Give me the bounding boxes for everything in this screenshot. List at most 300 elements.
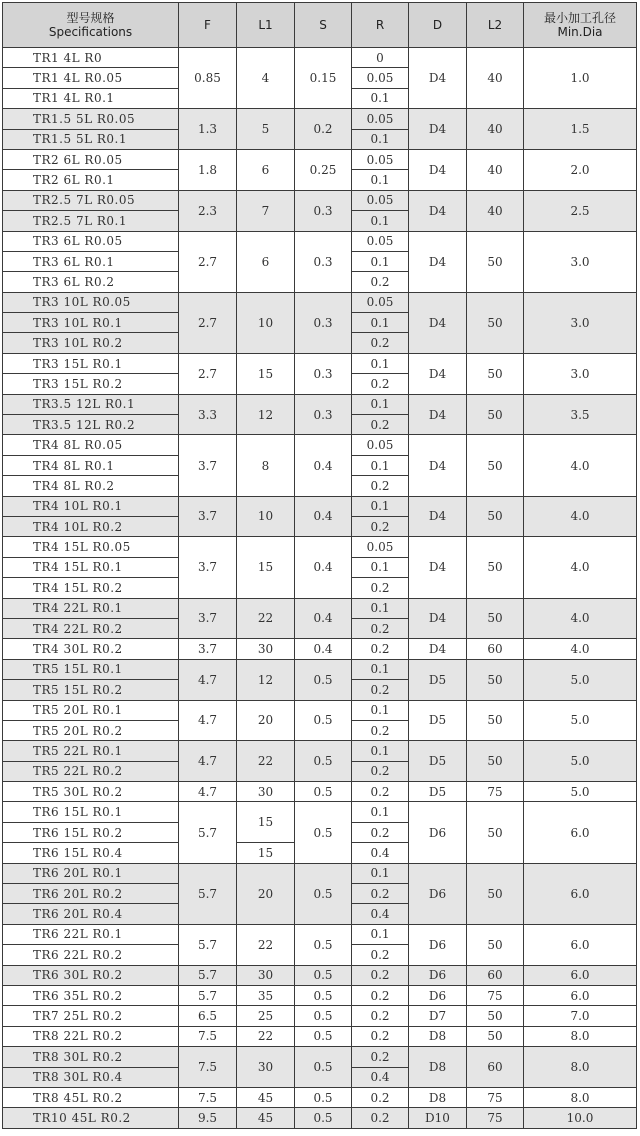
d-cell: D8 [409,1087,467,1107]
header-l1: L1 [237,3,295,48]
table-row [3,1108,637,1128]
spec-cell: TR1.5 5L R0.1 [3,129,179,149]
table-row [3,924,637,944]
l1-cell: 4 [237,48,295,109]
l1-cell: 45 [237,1108,295,1128]
spec-cell: TR8 45L R0.2 [3,1087,179,1107]
d-cell: D8 [409,1047,467,1088]
f-cell: 7.5 [179,1087,237,1107]
spec-cell: TR6 35L R0.2 [3,985,179,1005]
spec-cell: TR8 30L R0.2 [3,1047,179,1067]
l1-cell: 7 [237,190,295,231]
min-dia-cell: 5.0 [524,741,637,782]
min-dia-cell: 3.0 [524,292,637,353]
spec-cell: TR5 22L R0.2 [3,761,179,781]
d-cell: D4 [409,496,467,537]
f-cell: 3.7 [179,435,237,496]
f-cell: 5.7 [179,965,237,985]
l1-cell: 30 [237,1047,295,1088]
r-cell: 0.1 [352,129,409,149]
min-dia-cell: 7.0 [524,1006,637,1026]
spec-cell: TR6 15L R0.2 [3,822,179,842]
min-dia-cell: 6.0 [524,924,637,965]
l1-cell: 22 [237,1026,295,1046]
r-cell: 0.1 [352,496,409,516]
r-cell: 0.1 [352,251,409,271]
f-cell: 4.7 [179,741,237,782]
f-cell: 3.3 [179,394,237,435]
table-row [3,782,637,802]
header-r: R [352,3,409,48]
s-cell: 0.5 [295,965,352,985]
r-cell: 0.1 [352,659,409,679]
l2-cell: 50 [467,353,524,394]
spec-cell: TR5 20L R0.1 [3,700,179,720]
s-cell: 0.5 [295,985,352,1005]
s-cell: 0.5 [295,924,352,965]
d-cell: D6 [409,965,467,985]
spec-cell: TR3 15L R0.2 [3,374,179,394]
min-dia-cell: 5.0 [524,782,637,802]
l1-cell: 35 [237,985,295,1005]
min-dia-cell: 4.0 [524,639,637,659]
d-cell: D6 [409,985,467,1005]
r-cell: 0.1 [352,211,409,231]
d-cell: D4 [409,639,467,659]
d-cell: D6 [409,924,467,965]
r-cell: 0.2 [352,639,409,659]
s-cell: 0.5 [295,1087,352,1107]
d-cell: D6 [409,802,467,863]
s-cell: 0.5 [295,741,352,782]
l1-cell: 30 [237,965,295,985]
spec-cell: TR1 4L R0.1 [3,88,179,108]
l2-cell: 40 [467,149,524,190]
spec-cell: TR3 6L R0.1 [3,251,179,271]
r-cell: 0.05 [352,149,409,169]
l2-cell: 60 [467,1047,524,1088]
min-dia-cell: 5.0 [524,659,637,700]
spec-cell: TR4 8L R0.05 [3,435,179,455]
l1-cell: 22 [237,924,295,965]
table-row [3,292,637,312]
table-row [3,1087,637,1107]
l1-cell: 5 [237,109,295,150]
f-cell: 9.5 [179,1108,237,1128]
header-min-dia [524,3,637,48]
d-cell: D4 [409,394,467,435]
l2-cell: 50 [467,1006,524,1026]
l2-cell: 50 [467,598,524,639]
s-cell: 0.3 [295,353,352,394]
r-cell: 0.05 [352,109,409,129]
l1-cell: 20 [237,863,295,924]
d-cell: D4 [409,190,467,231]
spec-cell: TR8 30L R0.4 [3,1067,179,1087]
l2-cell: 50 [467,924,524,965]
header-min-dia-cn: 最小加工孔径 [543,11,616,25]
spec-cell: TR5 15L R0.2 [3,680,179,700]
s-cell: 0.3 [295,394,352,435]
min-dia-cell: 1.5 [524,109,637,150]
r-cell: 0.2 [352,1006,409,1026]
d-cell: D8 [409,1026,467,1046]
r-cell: 0.1 [352,170,409,190]
s-cell: 0.3 [295,190,352,231]
l2-cell: 60 [467,639,524,659]
l1-cell: 15 [237,537,295,598]
spec-cell: TR10 45L R0.2 [3,1108,179,1128]
s-cell: 0.3 [295,292,352,353]
header-spec-cn: 型号规格 [66,11,115,25]
s-cell: 0.25 [295,149,352,190]
spec-cell: TR4 22L R0.1 [3,598,179,618]
s-cell: 0.5 [295,802,352,863]
f-cell: 3.7 [179,496,237,537]
min-dia-cell: 2.5 [524,190,637,231]
spec-cell: TR3 6L R0.05 [3,231,179,251]
min-dia-cell: 4.0 [524,435,637,496]
min-dia-cell: 3.0 [524,353,637,394]
table-row [3,109,637,129]
spec-cell: TR6 20L R0.4 [3,904,179,924]
r-cell: 0.1 [352,802,409,822]
f-cell: 5.7 [179,924,237,965]
s-cell: 0.5 [295,1108,352,1128]
spec-cell: TR2.5 7L R0.05 [3,190,179,210]
spec-cell: TR3 10L R0.2 [3,333,179,353]
table-row [3,435,637,455]
d-cell: D5 [409,700,467,741]
table-row [3,802,637,822]
r-cell: 0.1 [352,313,409,333]
min-dia-cell: 6.0 [524,863,637,924]
spec-cell: TR6 20L R0.2 [3,884,179,904]
l2-cell: 50 [467,537,524,598]
l2-cell: 40 [467,109,524,150]
f-cell: 7.5 [179,1026,237,1046]
spec-cell: TR7 25L R0.2 [3,1006,179,1026]
f-cell: 3.7 [179,598,237,639]
spec-cell: TR1 4L R0 [3,48,179,68]
r-cell: 0.1 [352,741,409,761]
s-cell: 0.5 [295,1026,352,1046]
d-cell: D4 [409,149,467,190]
r-cell: 0.2 [352,782,409,802]
d-cell: D4 [409,537,467,598]
spec-cell: TR4 8L R0.1 [3,455,179,475]
l2-cell: 75 [467,782,524,802]
f-cell: 2.7 [179,231,237,292]
l2-cell: 50 [467,700,524,741]
spec-cell: TR6 22L R0.2 [3,945,179,965]
table-row [3,863,637,883]
r-cell: 0.4 [352,1067,409,1087]
r-cell: 0.2 [352,1108,409,1128]
s-cell: 0.5 [295,863,352,924]
r-cell: 0.2 [352,374,409,394]
min-dia-cell: 6.0 [524,802,637,863]
min-dia-cell: 8.0 [524,1087,637,1107]
r-cell: 0.4 [352,843,409,863]
f-cell: 2.7 [179,353,237,394]
table-row [3,1006,637,1026]
d-cell: D5 [409,782,467,802]
table-row [3,1047,637,1067]
d-cell: D4 [409,292,467,353]
header-s: S [295,3,352,48]
f-cell: 5.7 [179,985,237,1005]
r-cell: 0.2 [352,516,409,536]
f-cell: 3.7 [179,537,237,598]
s-cell: 0.4 [295,537,352,598]
l2-cell: 50 [467,435,524,496]
table-row [3,496,637,516]
r-cell: 0.05 [352,435,409,455]
d-cell: D5 [409,659,467,700]
table-row [3,598,637,618]
r-cell: 0 [352,48,409,68]
min-dia-cell: 4.0 [524,598,637,639]
l1-cell: 30 [237,639,295,659]
f-cell: 4.7 [179,782,237,802]
l2-cell: 40 [467,48,524,109]
r-cell: 0.2 [352,578,409,598]
l1-cell: 15 [237,802,295,843]
d-cell: D7 [409,1006,467,1026]
spec-cell: TR3 10L R0.05 [3,292,179,312]
min-dia-cell: 1.0 [524,48,637,109]
table-row [3,48,637,68]
spec-cell: TR1 4L R0.05 [3,68,179,88]
r-cell: 0.05 [352,292,409,312]
d-cell: D4 [409,231,467,292]
r-cell: 0.1 [352,88,409,108]
l1-cell: 12 [237,394,295,435]
table-row [3,985,637,1005]
f-cell: 6.5 [179,1006,237,1026]
min-dia-cell: 4.0 [524,496,637,537]
l1-cell: 45 [237,1087,295,1107]
f-cell: 1.8 [179,149,237,190]
s-cell: 0.5 [295,782,352,802]
spec-cell: TR3.5 12L R0.2 [3,415,179,435]
l1-cell: 20 [237,700,295,741]
r-cell: 0.1 [352,455,409,475]
header-spec-en: Specifications [48,25,133,39]
r-cell: 0.2 [352,720,409,740]
table-row [3,639,637,659]
l1-cell: 6 [237,149,295,190]
f-cell: 4.7 [179,700,237,741]
r-cell: 0.2 [352,822,409,842]
table-row [3,700,637,720]
min-dia-cell: 10.0 [524,1108,637,1128]
r-cell: 0.2 [352,1026,409,1046]
l2-cell: 75 [467,985,524,1005]
r-cell: 0.2 [352,985,409,1005]
spec-cell: TR4 15L R0.2 [3,578,179,598]
min-dia-cell: 8.0 [524,1026,637,1046]
d-cell: D4 [409,48,467,109]
l2-cell: 50 [467,496,524,537]
table-row [3,1026,637,1046]
r-cell: 0.1 [352,863,409,883]
table-body [3,48,637,1129]
table-row [3,394,637,414]
r-cell: 0.2 [352,476,409,496]
s-cell: 0.4 [295,598,352,639]
l2-cell: 50 [467,1026,524,1046]
r-cell: 0.4 [352,904,409,924]
table-row [3,537,637,557]
spec-cell: TR4 15L R0.1 [3,557,179,577]
s-cell: 0.5 [295,1047,352,1088]
r-cell: 0.1 [352,598,409,618]
r-cell: 0.1 [352,700,409,720]
d-cell: D10 [409,1108,467,1128]
min-dia-cell: 2.0 [524,149,637,190]
table-row [3,741,637,761]
s-cell: 0.4 [295,496,352,537]
table-row [3,353,637,373]
s-cell: 0.5 [295,659,352,700]
min-dia-cell: 3.5 [524,394,637,435]
l1-cell: 10 [237,292,295,353]
d-cell: D5 [409,741,467,782]
r-cell: 0.1 [352,394,409,414]
spec-cell: TR4 15L R0.05 [3,537,179,557]
header-specifications [3,3,179,48]
r-cell: 0.2 [352,333,409,353]
r-cell: 0.05 [352,68,409,88]
specifications-table [2,2,637,1129]
d-cell: D4 [409,598,467,639]
s-cell: 0.5 [295,700,352,741]
min-dia-cell: 8.0 [524,1047,637,1088]
spec-cell: TR5 20L R0.2 [3,720,179,740]
l1-cell: 15 [237,843,295,863]
table-row [3,149,637,169]
r-cell: 0.2 [352,415,409,435]
min-dia-cell: 6.0 [524,985,637,1005]
spec-cell: TR4 10L R0.1 [3,496,179,516]
f-cell: 5.7 [179,863,237,924]
s-cell: 0.4 [295,639,352,659]
s-cell: 0.3 [295,231,352,292]
r-cell: 0.2 [352,680,409,700]
l1-cell: 8 [237,435,295,496]
spec-cell: TR1.5 5L R0.05 [3,109,179,129]
l1-cell: 22 [237,598,295,639]
spec-cell: TR6 15L R0.4 [3,843,179,863]
spec-cell: TR3 6L R0.2 [3,272,179,292]
l2-cell: 75 [467,1108,524,1128]
spec-cell: TR4 10L R0.2 [3,516,179,536]
s-cell: 0.2 [295,109,352,150]
table-row [3,231,637,251]
d-cell: D4 [409,109,467,150]
table-row [3,659,637,679]
f-cell: 1.3 [179,109,237,150]
spec-cell: TR5 22L R0.1 [3,741,179,761]
s-cell: 0.5 [295,1006,352,1026]
f-cell: 7.5 [179,1047,237,1088]
r-cell: 0.05 [352,190,409,210]
r-cell: 0.2 [352,618,409,638]
l2-cell: 50 [467,231,524,292]
f-cell: 5.7 [179,802,237,863]
f-cell: 0.85 [179,48,237,109]
l1-cell: 10 [237,496,295,537]
spec-cell: TR2 6L R0.1 [3,170,179,190]
f-cell: 2.7 [179,292,237,353]
r-cell: 0.1 [352,557,409,577]
table-row [3,965,637,985]
spec-cell: TR5 15L R0.1 [3,659,179,679]
min-dia-cell: 5.0 [524,700,637,741]
spec-cell: TR3 10L R0.1 [3,313,179,333]
header-f: F [179,3,237,48]
l2-cell: 50 [467,659,524,700]
f-cell: 2.3 [179,190,237,231]
l2-cell: 60 [467,965,524,985]
r-cell: 0.2 [352,1047,409,1067]
s-cell: 0.4 [295,435,352,496]
spec-cell: TR5 30L R0.2 [3,782,179,802]
f-cell: 3.7 [179,639,237,659]
spec-cell: TR4 22L R0.2 [3,618,179,638]
l2-cell: 40 [467,190,524,231]
spec-cell: TR2.5 7L R0.1 [3,211,179,231]
l2-cell: 50 [467,394,524,435]
l2-cell: 50 [467,802,524,863]
r-cell: 0.2 [352,1087,409,1107]
l2-cell: 75 [467,1087,524,1107]
d-cell: D4 [409,353,467,394]
spec-cell: TR4 30L R0.2 [3,639,179,659]
header-d: D [409,3,467,48]
r-cell: 0.2 [352,272,409,292]
spec-cell: TR4 8L R0.2 [3,476,179,496]
r-cell: 0.05 [352,537,409,557]
spec-cell: TR2 6L R0.05 [3,149,179,169]
min-dia-cell: 3.0 [524,231,637,292]
d-cell: D6 [409,863,467,924]
r-cell: 0.2 [352,761,409,781]
spec-cell: TR3 15L R0.1 [3,353,179,373]
spec-cell: TR6 22L R0.1 [3,924,179,944]
l1-cell: 30 [237,782,295,802]
spec-cell: TR6 15L R0.1 [3,802,179,822]
l1-cell: 22 [237,741,295,782]
l1-cell: 6 [237,231,295,292]
min-dia-cell: 6.0 [524,965,637,985]
header-l2: L2 [467,3,524,48]
l2-cell: 50 [467,741,524,782]
header-row [3,3,637,48]
l1-cell: 15 [237,353,295,394]
spec-cell: TR8 22L R0.2 [3,1026,179,1046]
l2-cell: 50 [467,292,524,353]
l1-cell: 12 [237,659,295,700]
r-cell: 0.2 [352,945,409,965]
r-cell: 0.2 [352,884,409,904]
header-min-dia-en: Min.Dia [557,25,603,39]
l2-cell: 50 [467,863,524,924]
s-cell: 0.15 [295,48,352,109]
d-cell: D4 [409,435,467,496]
